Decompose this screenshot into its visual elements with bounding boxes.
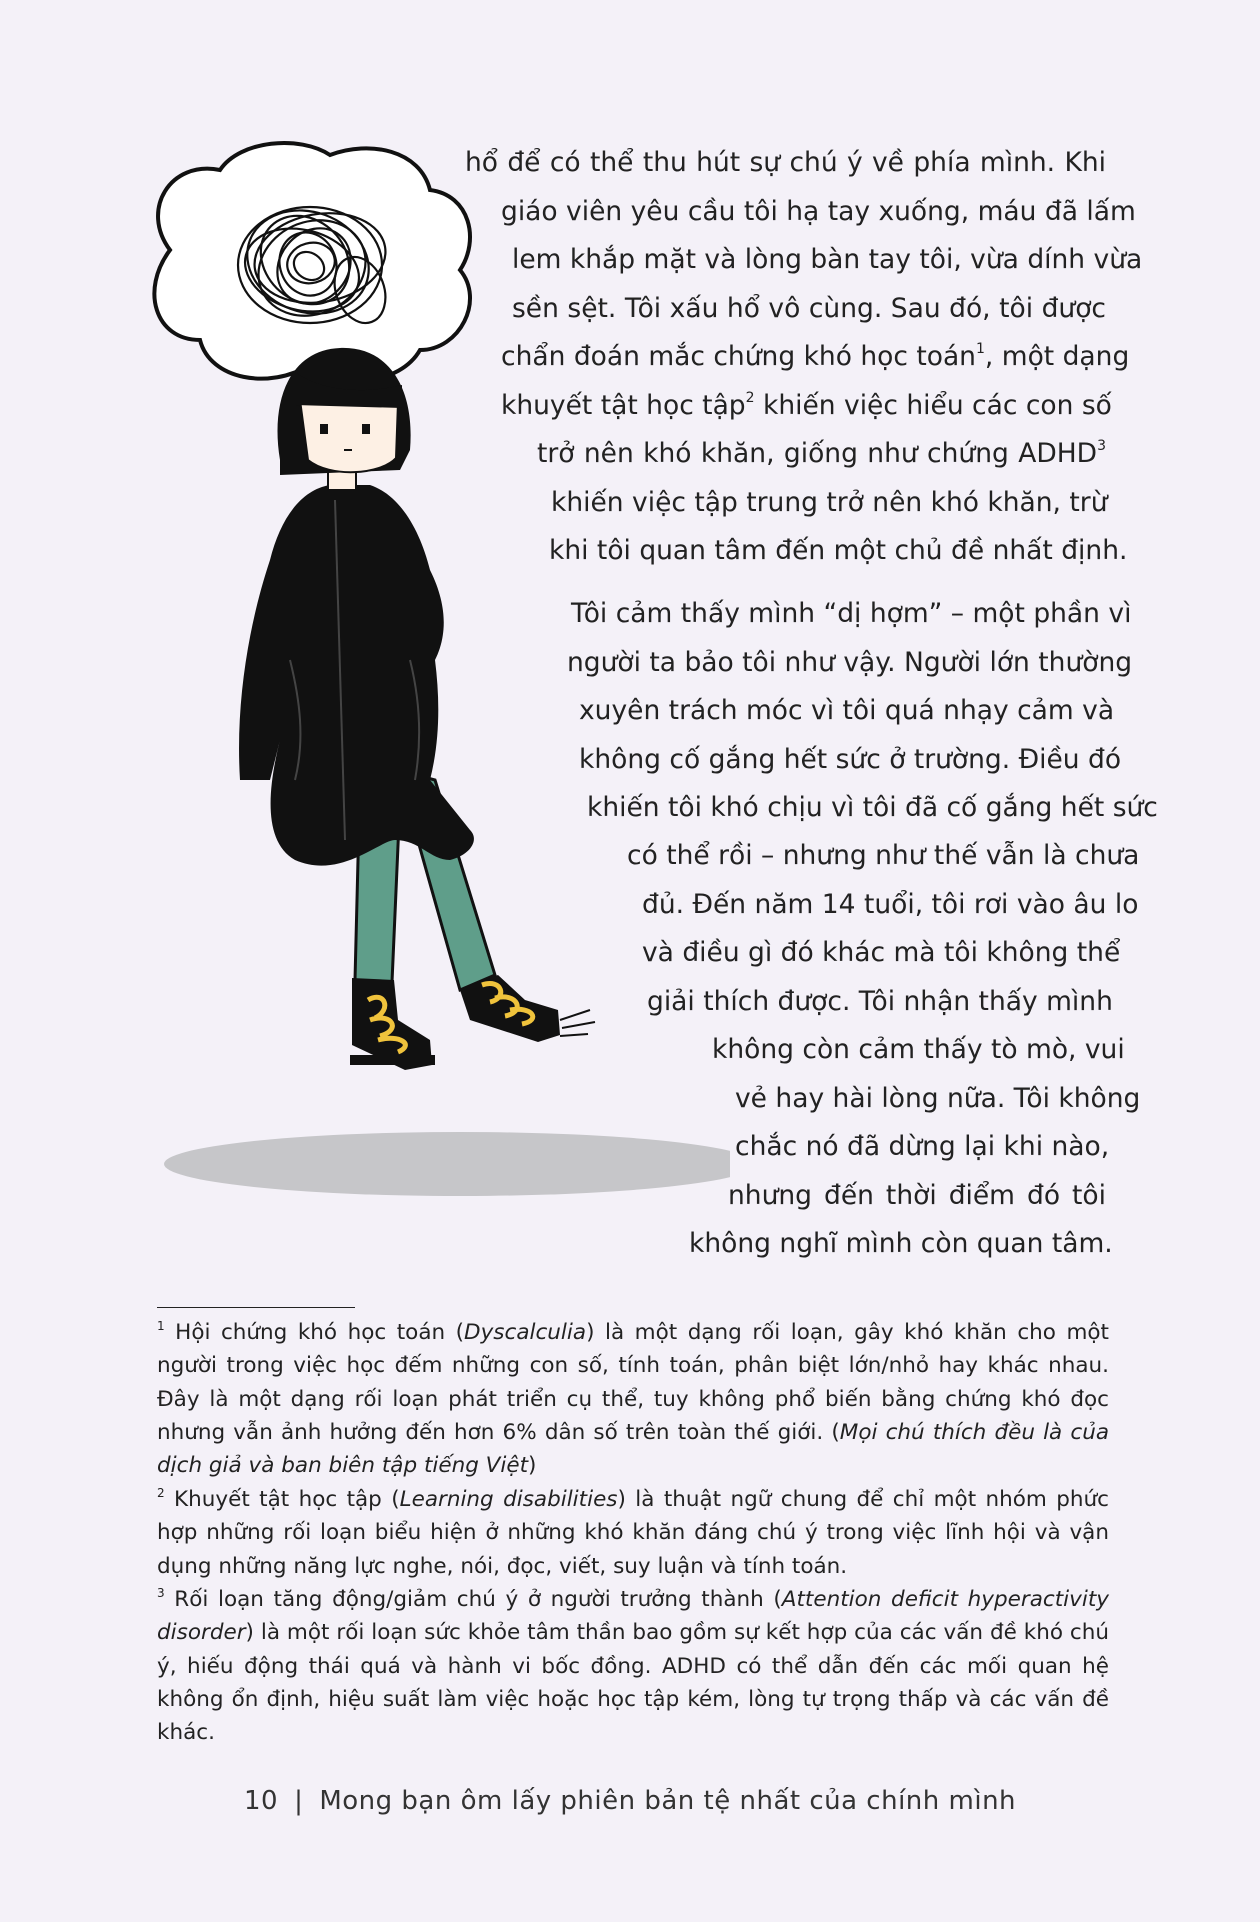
body-text: trở nên khó khăn, giống như chứng ADHD (537, 438, 1098, 469)
body-line: khiến việc tập trung trở nên khó khăn, trừ (551, 487, 1108, 518)
body-line (501, 382, 1112, 430)
body-line: khiến tôi khó chịu vì tôi đã cố gắng hết sức (587, 792, 1158, 823)
footnote-text: Hội chứng khó học toán ( (164, 1320, 465, 1345)
body-line: có thể rồi – nhưng như thế vẫn là chưa (627, 840, 1140, 871)
page-footer (0, 1786, 1260, 1816)
body-text: , một dạng (984, 341, 1130, 372)
footnote-note: Mọi chú thích đều là của dịch giả và ban biên tập tiếng Việt (157, 1419, 1110, 1479)
body-line: hổ để có thể thu hút sự chú ý về phía mình. Khi (465, 147, 1106, 178)
footnote-number: 3 (157, 1586, 165, 1600)
body-line: xuyên trách móc vì tôi quá nhạy cảm và (579, 695, 1115, 726)
footnote-text: Rối loạn tăng động/giảm chú ý ở người trưởng thành ( (164, 1587, 782, 1612)
body-text: khiến việc hiểu các con số (754, 390, 1112, 421)
footnote-text: ) là thuật ngữ chung để chỉ một nhóm phức hợp những rối loạn biểu hiện ở những khó khăn đáng chú ý trong việc lĩnh hội và vận dụng những năng lực nghe, nói, đọc, viết, suy luận và tính toán. (157, 1487, 1109, 1579)
body-line: lem khắp mặt và lòng bàn tay tôi, vừa dính vừa (512, 244, 1143, 275)
body-line: không cố gắng hết sức ở trường. Điều đó (579, 744, 1122, 775)
footnote-text: ) là một rối loạn sức khỏe tâm thần bao gồm sự kết hợp của các vấn đề khó chú ý, hiếu động thái quá và hành vi bốc đồng. ADHD có thể dẫn đến các mối quan hệ không ổn định, hiệu suất làm việc hoặc học tập kém, lòng tự trọng thấp và các vấn đề khác. (157, 1620, 1109, 1746)
footnote-1 (157, 1316, 1109, 1482)
body-line: Tôi cảm thấy mình “dị hợm” – một phần vì (571, 598, 1132, 629)
body-line: không còn cảm thấy tò mò, vui (712, 1034, 1125, 1065)
body-line: nhưng đến thời điểm đó tôi (728, 1180, 1106, 1211)
body-line: giải thích được. Tôi nhận thấy mình (647, 986, 1113, 1017)
footnote-divider (157, 1307, 355, 1308)
footnote-term: Attention deficit hyperactivity disorder (157, 1587, 1109, 1646)
footnote-ref-1[interactable]: 1 (975, 341, 985, 357)
page-number: 10 (243, 1786, 279, 1816)
right-boot (460, 975, 595, 1042)
footnote-2 (157, 1483, 1109, 1583)
footnote-number: 1 (157, 1319, 165, 1333)
body-line: giáo viên yêu cầu tôi hạ tay xuống, máu đã lấm (501, 196, 1136, 227)
body-text: khuyết tật học tập (501, 390, 746, 421)
body-line: vẻ hay hài lòng nữa. Tôi không (735, 1083, 1141, 1114)
footnote-number: 2 (157, 1486, 165, 1500)
body-line: chắc nó đã dừng lại khi nào, (735, 1131, 1110, 1162)
footnote-term: Dyscalculia (464, 1320, 587, 1345)
body-line: không nghĩ mình còn quan tâm. (689, 1228, 1113, 1259)
body-line: người ta bảo tôi như vậy. Người lớn thường (567, 647, 1133, 678)
footnote-3 (157, 1583, 1109, 1749)
body-text: chẩn đoán mắc chứng khó học toán (501, 341, 976, 372)
footnote-ref-2[interactable]: 2 (745, 390, 755, 406)
body-line: khi tôi quan tâm đến một chủ đề nhất định. (549, 535, 1128, 566)
body-line (537, 430, 1106, 478)
body-line: và điều gì đó khác mà tôi không thể (642, 937, 1121, 968)
footnote-text: ) là một dạng rối loạn, gây khó khăn cho một người trong việc học đếm những con số, tính toán, phân biệt lớn/nhỏ hay khác nhau. Đây là một dạng rối loạn phát triển cụ thể, tuy không phổ biến bằng chứng khó đọc nhưng vẫn ảnh hưởng đến hơn 6% dân số trên toàn thế giới. ( (157, 1320, 1109, 1445)
footnote-text: ) (528, 1453, 537, 1479)
jacket (239, 485, 474, 866)
footnote-text: Khuyết tật học tập ( (164, 1487, 400, 1512)
left-boot (350, 978, 435, 1070)
footer-separator: | (294, 1786, 304, 1816)
footnote-ref-3[interactable]: 3 (1097, 438, 1106, 454)
body-line: đủ. Đến năm 14 tuổi, tôi rơi vào âu lo (642, 889, 1139, 920)
ground-shadow (164, 1132, 730, 1196)
book-title: Mong bạn ôm lấy phiên bản tệ nhất của chính mình (319, 1786, 1017, 1816)
footnote-term: Learning disabilities (399, 1487, 618, 1512)
body-line: sền sệt. Tôi xấu hổ vô cùng. Sau đó, tôi được (512, 293, 1106, 324)
body-line (501, 333, 1130, 381)
